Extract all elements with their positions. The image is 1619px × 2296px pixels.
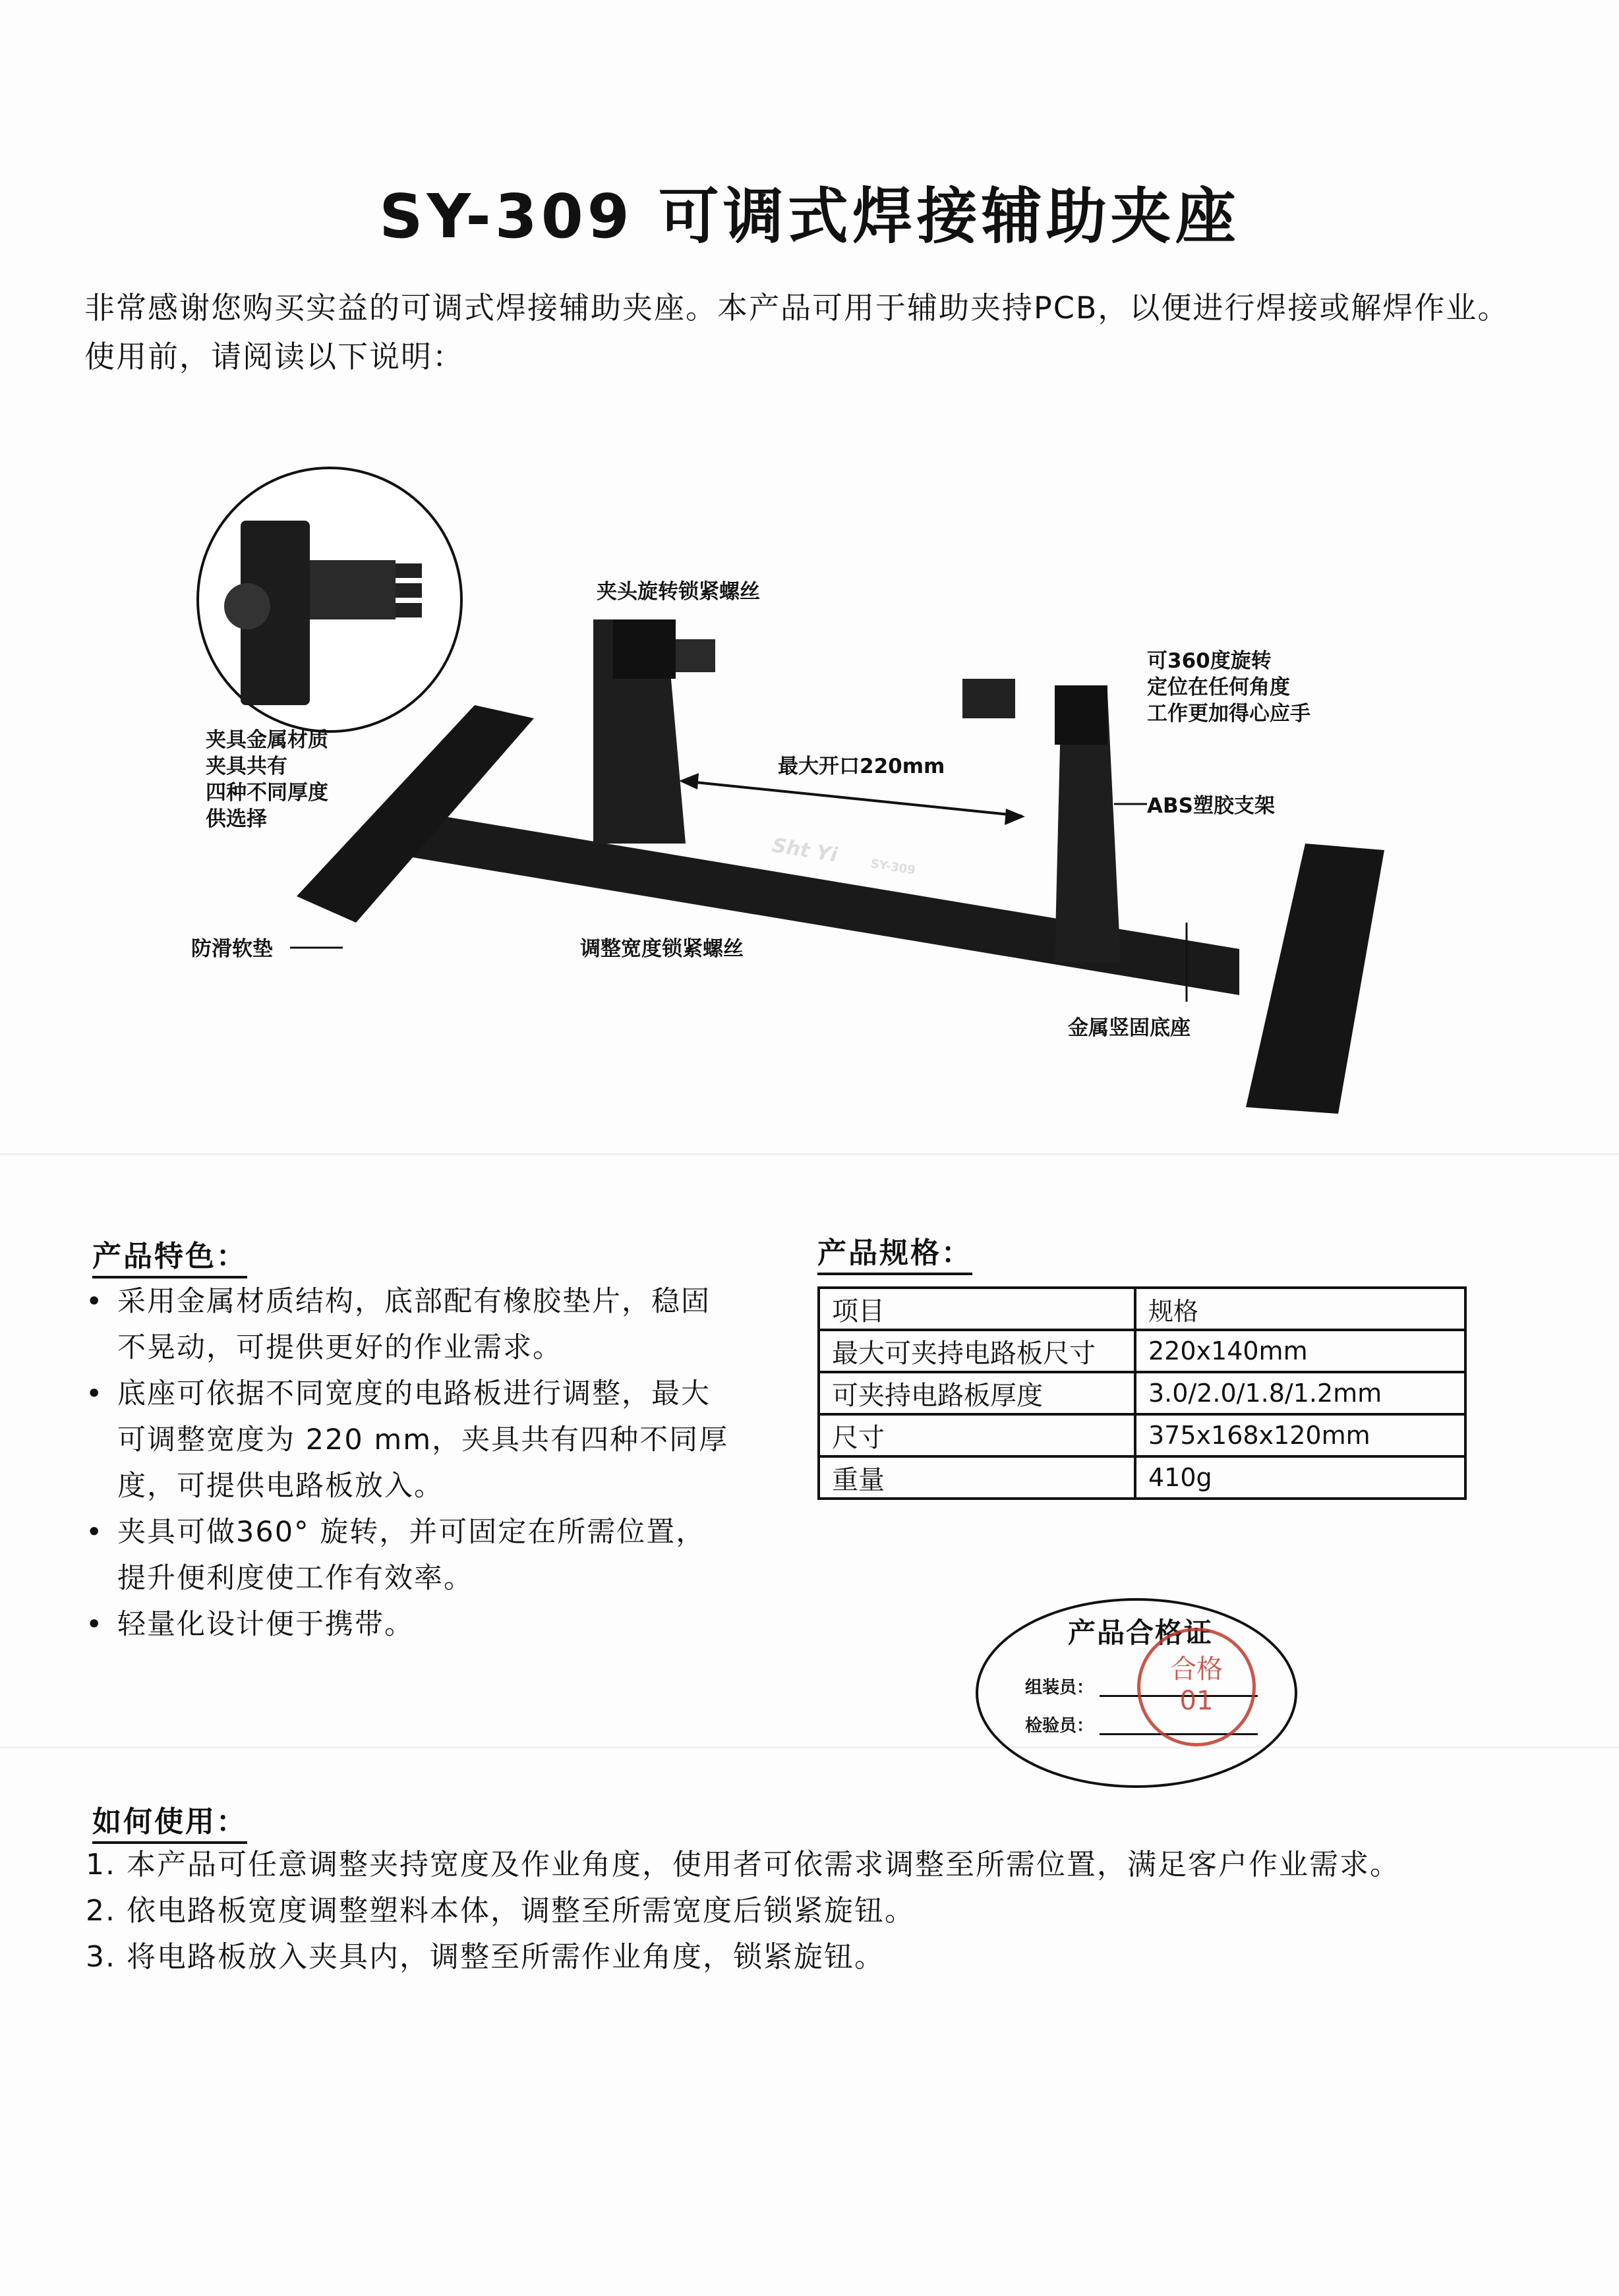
feature-item — [86, 1509, 778, 1601]
feature-line: • 底座可依据不同宽度的电路板进行调整，最大 — [117, 1377, 711, 1410]
table-row — [819, 1330, 1465, 1372]
features-list — [86, 1278, 778, 1648]
table-row — [819, 1372, 1465, 1414]
label-abs: ABS塑胶支架 — [1147, 794, 1275, 818]
left-foot — [297, 705, 534, 923]
stamp-text-2: 01 — [1179, 1686, 1214, 1716]
spec-key: 项目 — [819, 1288, 1135, 1330]
feature-item — [86, 1278, 778, 1371]
label-pad: 防滑软垫 — [191, 937, 273, 961]
spec-value: 375x168x120mm — [1135, 1414, 1465, 1456]
specs-heading: 产品规格： — [817, 1229, 972, 1275]
howto-steps — [86, 1842, 1400, 1980]
label-rotate-3: 工作更加得心应手 — [1147, 702, 1310, 726]
feature-line: 可调整宽度为 220 mm，夹具共有四种不同厚 — [117, 1423, 729, 1456]
right-clamp-head — [1055, 685, 1107, 745]
label-base: 金属竖固底座 — [1068, 1016, 1191, 1040]
inspector-label: 检验员： — [1025, 1716, 1094, 1736]
intro-text — [84, 283, 1509, 381]
feature-item — [86, 1601, 778, 1648]
howto-step: 1. 本产品可任意调整夹持宽度及作业角度，使用者可依需求调整至所需位置，满足客户作业需求。 — [86, 1848, 1400, 1881]
fold-line — [0, 1746, 1619, 1748]
brand-text: Sht Yi — [770, 834, 839, 867]
spec-key: 尺寸 — [819, 1414, 1135, 1456]
table-row — [819, 1414, 1465, 1456]
spec-value: 规格 — [1135, 1288, 1465, 1330]
label-clamp-screw: 夹头旋转锁紧螺丝 — [597, 580, 760, 604]
spec-value: 3.0/2.0/1.8/1.2mm — [1135, 1372, 1465, 1414]
spec-value: 220x140mm — [1135, 1330, 1465, 1372]
howto-step: 3. 将电路板放入夹具内，调整至所需作业角度，锁紧旋钮。 — [86, 1940, 885, 1974]
label-rotate-2: 定位在任何角度 — [1147, 675, 1290, 699]
table-row — [819, 1288, 1465, 1330]
certificate-title: 产品合格证 — [1068, 1617, 1214, 1649]
spec-key: 可夹持电路板厚度 — [819, 1372, 1135, 1414]
spec-key: 重量 — [819, 1456, 1135, 1499]
feature-line: • 采用金属材质结构，底部配有橡胶垫片，稳固 — [117, 1285, 711, 1318]
assembler-label: 组装员： — [1025, 1678, 1094, 1698]
howto-step: 2. 依电路板宽度调整塑料本体，调整至所需宽度后锁紧旋钮。 — [86, 1894, 915, 1928]
page-title: SY-309 可调式焊接辅助夹座 — [379, 181, 1240, 252]
max-open-arrow — [679, 773, 1025, 825]
label-rotate-1: 可360度旋转 — [1147, 649, 1272, 673]
label-clamp-1: 夹具金属材质 — [206, 728, 328, 752]
spec-key: 最大可夹持电路板尺寸 — [819, 1330, 1135, 1372]
specs-table — [817, 1286, 1467, 1500]
fold-line — [0, 1153, 1619, 1155]
model-text: SY-309 — [869, 857, 917, 878]
feature-line: 不晃动，可提供更好的作业需求。 — [117, 1331, 562, 1364]
left-clamp-jaw — [676, 639, 715, 672]
label-clamp-3: 四种不同厚度 — [206, 781, 328, 805]
right-foot — [1246, 844, 1384, 1114]
qualified-stamp — [1137, 1628, 1256, 1746]
howto-heading: 如何使用： — [92, 1798, 247, 1844]
label-width-screw: 调整宽度锁紧螺丝 — [580, 937, 744, 961]
intro-line-2: 使用前，请阅读以下说明： — [84, 339, 464, 374]
feature-line: 度，可提供电路板放入。 — [117, 1470, 444, 1503]
stamp-text-1: 合格 — [1170, 1654, 1223, 1684]
feature-line: • 夹具可做360° 旋转，并可固定在所需位置， — [117, 1516, 706, 1549]
label-max-open: 最大开口220mm — [778, 755, 945, 778]
feature-line: 提升便利度使工作有效率。 — [117, 1562, 473, 1595]
table-row — [819, 1456, 1465, 1499]
intro-line-1: 非常感谢您购买实益的可调式焊接辅助夹座。本产品可用于辅助夹持PCB，以便进行焊接或解焊作业。 — [84, 290, 1510, 326]
label-clamp-4: 供选择 — [206, 807, 267, 831]
label-clamp-2: 夹具共有 — [206, 755, 287, 778]
feature-line: • 轻量化设计便于携带。 — [117, 1608, 414, 1641]
left-clamp-head — [613, 619, 676, 679]
feature-item — [86, 1371, 778, 1509]
spec-value: 410g — [1135, 1456, 1465, 1499]
features-heading: 产品特色： — [92, 1232, 247, 1278]
right-clamp-jaw — [962, 679, 1015, 718]
